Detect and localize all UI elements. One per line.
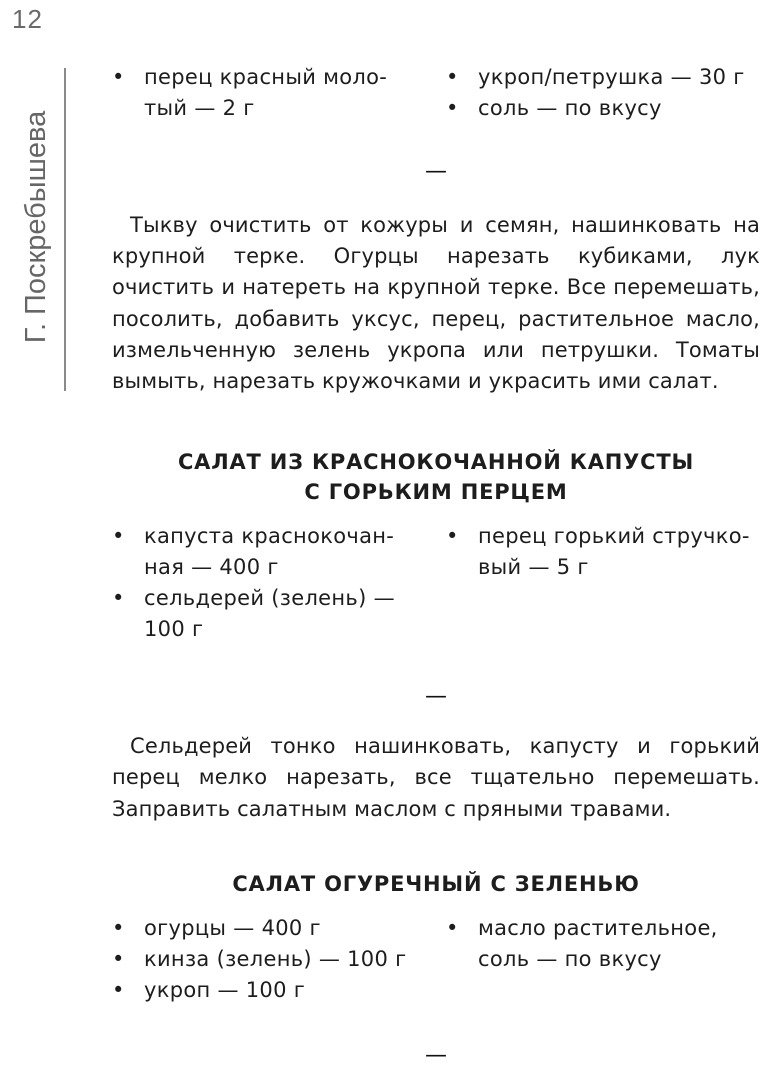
ingredient-column-left xyxy=(112,521,446,645)
recipe-title-block xyxy=(112,447,760,507)
page-number: 12 xyxy=(12,4,43,34)
ingredient-text: укроп/петрушка — 30 г xyxy=(478,65,745,89)
ingredient-text: укроп — 100 г xyxy=(144,977,306,1002)
recipe-method: Тыкву очистить от кожуры и семян, нашинковать на крупной терке. Огурцы нарезать кубиками, лук очистить и натереть на крупной терке. Все перемешать, посолить, добавить уксус, перец, растительное масло, измельченную зелень укропа или петрушки. Томаты вымыть, нарезать кружочками и украсить ими салат. xyxy=(112,213,760,394)
ingredient-item xyxy=(446,93,760,124)
bullet-icon: • xyxy=(446,915,459,940)
ingredient-list xyxy=(112,913,760,1006)
bullet-icon: • xyxy=(112,65,125,89)
ingredient-item xyxy=(446,62,760,93)
ingredient-column-right xyxy=(446,62,760,124)
ingredient-item xyxy=(112,944,446,975)
ingredient-text: масло растительное, соль — по вкусу xyxy=(478,915,718,971)
ingredient-column-left xyxy=(112,913,446,1006)
ingredient-column-right xyxy=(446,521,760,645)
bullet-icon: • xyxy=(446,96,459,120)
section-separator: — xyxy=(425,159,447,184)
ingredient-list xyxy=(112,62,760,124)
vertical-divider xyxy=(64,68,66,391)
bullet-icon: • xyxy=(112,946,125,971)
ingredient-text: капуста краснокочан- ная — 400 г xyxy=(144,524,395,580)
bullet-icon: • xyxy=(112,915,125,940)
ingredient-column-right xyxy=(446,913,760,1006)
recipe-method: Сельдерей тонко нашинковать, капусту и горький перец мелко нарезать, все тщательно перемешать. Заправить салатным маслом с пряными травами. xyxy=(112,734,760,821)
ingredient-item xyxy=(112,975,446,1006)
ingredient-text: огурцы — 400 г xyxy=(144,915,321,940)
bullet-icon: • xyxy=(112,524,125,549)
ingredient-column-left xyxy=(112,62,446,124)
ingredient-item xyxy=(446,913,760,975)
ingredient-text: перец красный моло- тый — 2 г xyxy=(144,65,388,120)
ingredient-item xyxy=(446,521,760,583)
recipe-title: САЛАТ ОГУРЕЧНЫЙ С ЗЕЛЕНЬЮ xyxy=(232,871,640,896)
recipe-title: САЛАТ ИЗ КРАСНОКОЧАННОЙ КАПУСТЫ xyxy=(177,450,695,475)
section-separator: — xyxy=(425,684,447,710)
bullet-icon: • xyxy=(446,524,459,549)
ingredient-item xyxy=(112,62,446,124)
ingredient-text: сельдерей (зелень) — 100 г xyxy=(144,586,395,642)
page-content xyxy=(112,62,760,1066)
bullet-icon: • xyxy=(112,977,125,1002)
ingredient-item xyxy=(112,913,446,944)
ingredient-item xyxy=(112,583,446,645)
bullet-icon: • xyxy=(446,65,459,89)
ingredient-item xyxy=(112,521,446,583)
ingredient-text: кинза (зелень) — 100 г xyxy=(144,946,407,971)
section-separator: — xyxy=(425,1042,447,1068)
running-header-author: Г. Поскребышева xyxy=(20,110,52,344)
bullet-icon: • xyxy=(112,586,125,611)
recipe-title: С ГОРЬКИМ ПЕРЦЕМ xyxy=(304,480,568,505)
ingredient-text: соль — по вкусу xyxy=(478,96,662,120)
ingredient-text: перец горький стручко- вый — 5 г xyxy=(478,524,750,580)
ingredient-list xyxy=(112,521,760,645)
